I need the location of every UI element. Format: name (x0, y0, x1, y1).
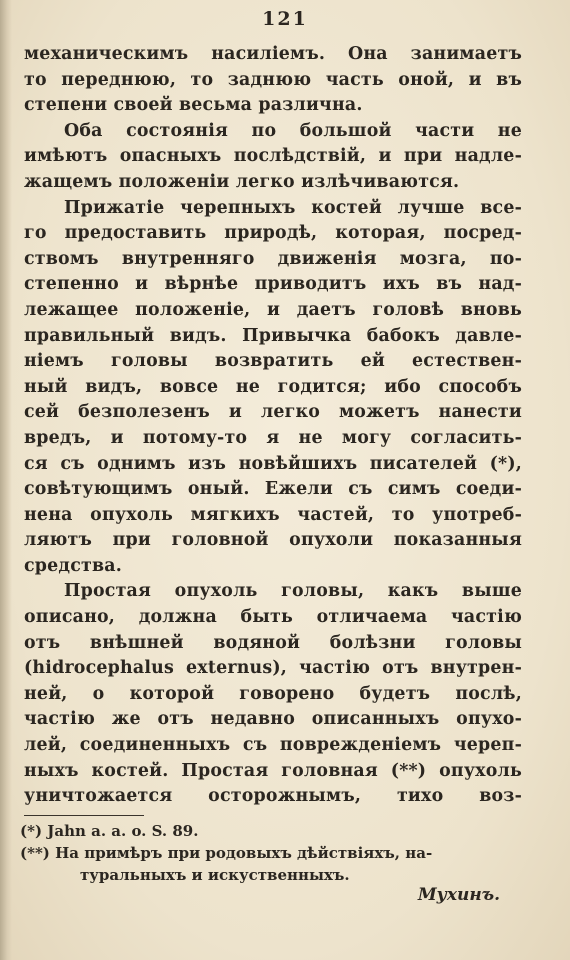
footnote-rule (24, 815, 144, 816)
text-line: ныхъ костей. Простая головная (**) опухоль (24, 760, 522, 781)
text-line: частію же отъ недавно описанныхъ опухо- (24, 709, 522, 730)
main-text (24, 42, 522, 810)
text-line: ляютъ при головной опухоли показанныя (24, 530, 522, 551)
text-line: лей, соединенныхъ съ поврежденіемъ череп- (24, 735, 522, 756)
text-line: ся съ однимъ изъ новѣйшихъ писателей (*), (24, 453, 522, 474)
text-line: то переднюю, то заднюю часть оной, и въ (24, 69, 522, 90)
footnotes (20, 820, 520, 886)
author-signature: Мухинъ. (417, 885, 500, 905)
text-line: ный видъ, вовсе не годится; ибо способъ (24, 376, 522, 397)
text-line: механическимъ насиліемъ. Она занимаетъ (24, 44, 522, 64)
text-line: имѣютъ опасныхъ послѣдствій, и при надле- (24, 146, 522, 167)
text-line: Простая опухоль головы, какъ выше (64, 581, 522, 602)
text-line: вредъ, и потому-то я не могу согласить- (24, 427, 522, 448)
text-line: степенно и вѣрнѣе приводитъ ихъ въ над- (24, 274, 522, 295)
text-line: Оба состоянія по большой части не (64, 120, 522, 141)
text-line: ніемъ головы возвратить ей естествен- (24, 351, 522, 372)
page-number: 121 (262, 8, 308, 30)
text-line: совѣтующимъ оный. Ежели съ симъ соеди- (24, 479, 522, 500)
footnote-2-continuation: туральныхъ и искуственныхъ. (80, 866, 350, 884)
text-line: правильный видъ. Привычка бабокъ давле- (24, 325, 522, 346)
text-line: нена опухоль мягкихъ частей, то употреб- (24, 504, 522, 525)
footnote-2: (**) На примѣръ при родовыхъ дѣйствіяхъ, на- (20, 844, 433, 862)
text-line: Прижатіе черепныхъ костей лучше все- (64, 197, 522, 218)
text-line: степени своей весьма различна. (24, 95, 363, 116)
text-line: отъ внѣшней водяной болѣзни головы (24, 632, 522, 653)
page-binding-shadow (0, 0, 12, 960)
text-line: лежащее положеніе, и даетъ головѣ вновь (24, 299, 522, 320)
text-line: уничтожается осторожнымъ, тихо воз- (24, 786, 522, 807)
text-line: го предоставить природѣ, которая, посред- (24, 223, 522, 244)
text-line: средства. (24, 555, 122, 576)
text-line: ствомъ внутренняго движенія мозга, по- (24, 248, 522, 269)
text-line: жащемъ положеніи легко излѣчиваются. (24, 171, 460, 192)
text-line: ней, о которой говорено будетъ послѣ, (24, 683, 522, 704)
text-line: (hidrocephalus externus), частію отъ внутрен- (24, 658, 522, 679)
text-line: сей безполезенъ и легко можетъ нанести (24, 402, 522, 423)
footnote-1: (*) Jahn a. a. o. S. 89. (20, 822, 199, 840)
text-line: описано, должна быть отличаема частію (24, 607, 522, 628)
